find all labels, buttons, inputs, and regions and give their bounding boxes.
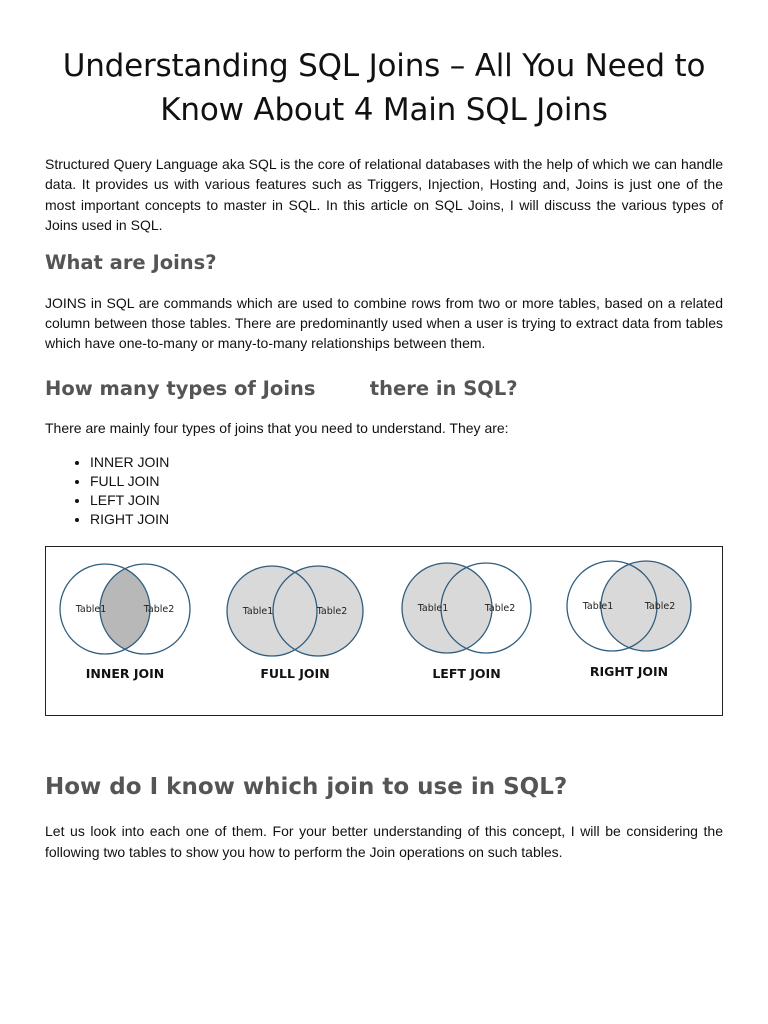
venn-panel-left-join	[402, 563, 531, 681]
venn-caption: RIGHT JOIN	[589, 664, 669, 680]
venn-caption: FULL JOIN	[260, 666, 330, 682]
types-intro-paragraph: There are mainly four types of joins that you need to understand. They are:	[45, 419, 509, 436]
venn-panel-inner-join	[60, 564, 190, 681]
table2-label: Table2	[316, 606, 348, 618]
table2-label: Table2	[143, 604, 175, 616]
document-page	[45, 44, 723, 862]
page-title: Understanding SQL Joins – All You Need to Know About 4 Main SQL Joins	[62, 48, 706, 128]
venn-diagrams-svg	[46, 547, 722, 715]
heading-types-of-joins: How many types of Joins there in SQL?	[45, 376, 518, 400]
list-item: • INNER JOIN	[90, 453, 723, 472]
tables-intro-paragraph: Let us look into each one of them. For your better understanding of this concept, I will be considering the following two tables to show you how to perform the Join operations on such tables.	[45, 823, 723, 860]
list-item: • RIGHT JOIN	[90, 510, 723, 529]
table1-label: Table1	[417, 603, 449, 615]
venn-caption: LEFT JOIN	[432, 666, 501, 682]
heading-what-are-joins: What are Joins?	[45, 250, 217, 274]
join-venn-diagram	[45, 546, 723, 716]
venn-panel-full-join	[227, 566, 363, 681]
table1-label: Table1	[242, 606, 274, 618]
joins-definition-paragraph: JOINS in SQL are commands which are used to combine rows from two or more tables, based on a related column between those tables. There are predominantly used when a user is trying to extract data from tables which have one-to-many or many-to-many relationships between them.	[45, 294, 723, 352]
heading-which-join: How do I know which join to use in SQL?	[45, 774, 568, 801]
list-item: • LEFT JOIN	[90, 491, 723, 510]
table2-label: Table2	[484, 603, 516, 615]
intro-paragraph: Structured Query Language aka SQL is the core of relational databases with the help of which we can handle data. It provides us with various features such as Triggers, Injection, Hosting and, Joins is just one of the most important concepts to master in SQL. In this article on SQL Joins, I will discuss the various types of Joins used in SQL.	[45, 156, 723, 234]
table1-label: Table1	[75, 604, 107, 616]
table1-label: Table1	[582, 601, 614, 613]
join-types-list	[45, 453, 723, 529]
table2-label: Table2	[644, 601, 676, 613]
list-item: • FULL JOIN	[90, 472, 723, 491]
venn-panel-right-join	[567, 561, 691, 679]
venn-caption: INNER JOIN	[85, 666, 165, 682]
